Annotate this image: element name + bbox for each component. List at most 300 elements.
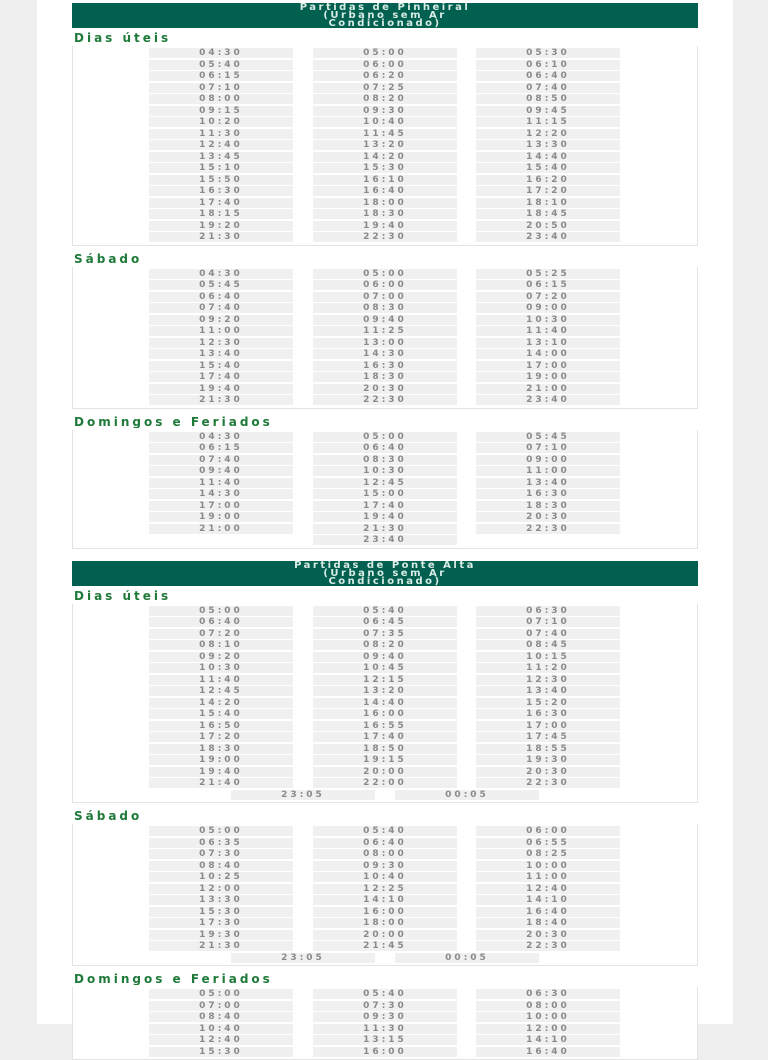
- departure-time: 22:30: [476, 778, 620, 788]
- schedule-row: [73, 152, 699, 163]
- departure-time: 16:00: [313, 1047, 457, 1057]
- departure-time: 09:45: [476, 106, 620, 116]
- departure-time: 18:50: [313, 744, 457, 754]
- departure-time: 18:45: [476, 209, 620, 219]
- departure-time: 05:00: [149, 826, 293, 836]
- schedule-row: [73, 163, 699, 174]
- departure-time: 04:30: [149, 432, 293, 442]
- departure-time: 10:40: [149, 1024, 293, 1034]
- departure-time: 09:15: [149, 106, 293, 116]
- departure-time: 08:10: [149, 640, 293, 650]
- day-type-title: Dias úteis: [74, 32, 172, 44]
- departure-time: 09:30: [313, 1012, 457, 1022]
- departure-time: 18:55: [476, 744, 620, 754]
- departure-time: 05:00: [313, 48, 457, 58]
- departure-time: 18:30: [149, 744, 293, 754]
- departure-time: 16:40: [313, 186, 457, 196]
- schedule-row: [73, 872, 699, 883]
- departure-time: 05:00: [313, 432, 457, 442]
- departure-time: 19:40: [313, 221, 457, 231]
- departure-time: 14:20: [149, 698, 293, 708]
- departure-time: 09:20: [149, 315, 293, 325]
- departure-time: 18:10: [476, 198, 620, 208]
- banner-line: Condicionado): [328, 18, 442, 28]
- departure-time: 06:00: [313, 60, 457, 70]
- departure-time: 16:30: [313, 361, 457, 371]
- schedule-row: [73, 489, 699, 500]
- departure-time: 09:00: [476, 455, 620, 465]
- departure-time: 07:30: [313, 1001, 457, 1011]
- departure-time: 07:40: [476, 629, 620, 639]
- departure-time: 00:05: [395, 790, 539, 800]
- departure-time: 10:30: [149, 663, 293, 673]
- departure-time: 21:45: [313, 941, 457, 951]
- schedule-row: [73, 455, 699, 466]
- departure-time: 08:30: [313, 303, 457, 313]
- schedule-row: [73, 838, 699, 849]
- departure-time: 13:15: [313, 1035, 457, 1045]
- departure-time: 22:30: [313, 395, 457, 405]
- departure-time: 08:45: [476, 640, 620, 650]
- departure-time: 05:40: [313, 989, 457, 999]
- departure-time: 05:40: [149, 60, 293, 70]
- departure-time: 19:40: [313, 512, 457, 522]
- schedule-row: [73, 395, 699, 406]
- schedule-row: [73, 721, 699, 732]
- departure-time: 23:05: [231, 953, 375, 963]
- departure-time: 18:30: [476, 501, 620, 511]
- schedule-row: [73, 778, 699, 789]
- departure-time: 05:00: [313, 269, 457, 279]
- schedule-row: [73, 884, 699, 895]
- departure-time: 06:15: [476, 280, 620, 290]
- departure-time: 14:10: [476, 895, 620, 905]
- schedule-row: [73, 1047, 699, 1058]
- departure-time: 19:00: [476, 372, 620, 382]
- schedule-row: [73, 709, 699, 720]
- departure-time: 14:40: [313, 698, 457, 708]
- schedule-table: [72, 46, 698, 246]
- banner-line: (Urbano sem Ar: [323, 10, 447, 21]
- schedule-row: [73, 512, 699, 523]
- departure-time: 14:10: [476, 1035, 620, 1045]
- schedule-row: [73, 941, 699, 952]
- departure-time: 15:00: [313, 489, 457, 499]
- departure-time: 16:00: [313, 907, 457, 917]
- schedule-row: [73, 478, 699, 489]
- departure-time: 13:20: [313, 686, 457, 696]
- departure-time: 08:40: [149, 1012, 293, 1022]
- departure-time: 12:15: [313, 675, 457, 685]
- departure-time: 06:40: [149, 617, 293, 627]
- departure-time: 10:30: [476, 315, 620, 325]
- schedule-row: [73, 617, 699, 628]
- departure-time: 11:20: [476, 663, 620, 673]
- schedule-row: [73, 1035, 699, 1046]
- departure-time: 17:20: [476, 186, 620, 196]
- departure-time: 14:00: [476, 349, 620, 359]
- schedule-row: [73, 629, 699, 640]
- departure-time: 04:30: [149, 269, 293, 279]
- departure-time: 06:35: [149, 838, 293, 848]
- departure-time: 07:40: [149, 303, 293, 313]
- departure-time: 17:20: [149, 732, 293, 742]
- departure-time: 08:25: [476, 849, 620, 859]
- departure-time: 19:40: [149, 767, 293, 777]
- schedule-row: [73, 175, 699, 186]
- departure-time: 17:00: [149, 501, 293, 511]
- departure-time: 13:45: [149, 152, 293, 162]
- departure-time: 22:30: [313, 232, 457, 242]
- schedule-row: [73, 907, 699, 918]
- schedule-row: [73, 732, 699, 743]
- departure-time: 11:30: [149, 129, 293, 139]
- departure-time: 12:45: [313, 478, 457, 488]
- departure-time: 11:25: [313, 326, 457, 336]
- departure-time: 17:00: [476, 721, 620, 731]
- schedule-row: [73, 652, 699, 663]
- departure-time: 16:30: [149, 186, 293, 196]
- schedule-row: [73, 466, 699, 477]
- departure-time: 17:00: [476, 361, 620, 371]
- departure-time: 15:20: [476, 698, 620, 708]
- departure-time: 23:40: [476, 395, 620, 405]
- departure-time: 05:00: [149, 989, 293, 999]
- departure-time: 17:40: [149, 372, 293, 382]
- departure-time: 12:30: [149, 338, 293, 348]
- schedule-row: [73, 221, 699, 232]
- departure-time: 05:00: [149, 606, 293, 616]
- schedule-row: [73, 140, 699, 151]
- schedule-row: [73, 861, 699, 872]
- schedule-row: [73, 129, 699, 140]
- departure-time: 15:10: [149, 163, 293, 173]
- departure-time: 21:30: [149, 395, 293, 405]
- departure-time: 15:30: [313, 163, 457, 173]
- departure-time: 18:00: [313, 918, 457, 928]
- departure-time: 13:00: [313, 338, 457, 348]
- departure-time: 11:00: [476, 872, 620, 882]
- departure-time: 22:30: [476, 524, 620, 534]
- departure-time: 16:30: [476, 489, 620, 499]
- departure-time: 20:30: [313, 384, 457, 394]
- departure-time: 07:00: [313, 292, 457, 302]
- departure-time: 13:30: [149, 895, 293, 905]
- departure-time: 20:00: [313, 767, 457, 777]
- departure-time: 06:10: [476, 60, 620, 70]
- departure-time: 17:40: [149, 198, 293, 208]
- schedule-row: [73, 71, 699, 82]
- departure-time: 08:00: [476, 1001, 620, 1011]
- departure-time: 08:40: [149, 861, 293, 871]
- departure-time: 10:25: [149, 872, 293, 882]
- departure-time: 06:00: [476, 826, 620, 836]
- departure-time: 21:00: [476, 384, 620, 394]
- departure-time: 12:30: [476, 675, 620, 685]
- departure-time: 06:45: [313, 617, 457, 627]
- departure-time: 08:00: [149, 94, 293, 104]
- schedule-row: [73, 744, 699, 755]
- page: [37, 0, 733, 1057]
- departure-time: 06:20: [313, 71, 457, 81]
- departure-time: 09:40: [149, 466, 293, 476]
- departure-time: 16:10: [313, 175, 457, 185]
- departure-time: 13:40: [476, 478, 620, 488]
- departure-time: 07:20: [476, 292, 620, 302]
- departure-time: 13:10: [476, 338, 620, 348]
- departure-time: 16:50: [149, 721, 293, 731]
- schedule-row: [73, 930, 699, 941]
- departure-time: 00:05: [395, 953, 539, 963]
- schedule-row: [73, 535, 699, 546]
- schedule-row: [73, 384, 699, 395]
- schedule-row: [73, 83, 699, 94]
- departure-time: 14:40: [476, 152, 620, 162]
- departure-time: 07:10: [149, 83, 293, 93]
- departure-time: 16:40: [476, 1047, 620, 1057]
- departure-time: 13:40: [476, 686, 620, 696]
- departure-time: 11:45: [313, 129, 457, 139]
- departure-time: 10:40: [313, 117, 457, 127]
- departure-time: 17:40: [313, 501, 457, 511]
- schedule-row: [73, 1024, 699, 1035]
- departure-time: 15:30: [149, 1047, 293, 1057]
- departure-time: 07:00: [149, 1001, 293, 1011]
- departure-time: 23:40: [313, 535, 457, 545]
- departure-time: 14:10: [313, 895, 457, 905]
- schedule-row: [73, 755, 699, 766]
- schedule-row: [73, 48, 699, 59]
- departure-time: 04:30: [149, 48, 293, 58]
- schedule-row-extra: [73, 953, 699, 964]
- departure-time: 10:40: [313, 872, 457, 882]
- departure-time: 05:45: [149, 280, 293, 290]
- departure-time: 21:30: [149, 232, 293, 242]
- departure-time: 10:45: [313, 663, 457, 673]
- departure-time: 18:15: [149, 209, 293, 219]
- departure-time: 15:50: [149, 175, 293, 185]
- departure-time: 19:00: [149, 755, 293, 765]
- departure-time: 19:00: [149, 512, 293, 522]
- schedule-row: [73, 94, 699, 105]
- departure-time: 09:30: [313, 861, 457, 871]
- departure-time: 09:40: [313, 315, 457, 325]
- departure-time: 12:25: [313, 884, 457, 894]
- schedule-row: [73, 524, 699, 535]
- departure-time: 15:30: [149, 907, 293, 917]
- departure-time: 06:40: [149, 292, 293, 302]
- departure-time: 06:40: [313, 838, 457, 848]
- departure-time: 23:05: [231, 790, 375, 800]
- schedule-row: [73, 292, 699, 303]
- schedule-row: [73, 117, 699, 128]
- departure-time: 14:20: [313, 152, 457, 162]
- departure-time: 06:40: [313, 443, 457, 453]
- departure-time: 12:00: [476, 1024, 620, 1034]
- departure-time: 09:30: [313, 106, 457, 116]
- day-type-title: Domingos e Feriados: [74, 973, 273, 985]
- departure-time: 14:30: [313, 349, 457, 359]
- departure-time: 07:30: [149, 849, 293, 859]
- departure-time: 16:20: [476, 175, 620, 185]
- departure-time: 09:00: [476, 303, 620, 313]
- departure-time: 19:40: [149, 384, 293, 394]
- departure-time: 12:40: [149, 1035, 293, 1045]
- schedule-row-extra: [73, 790, 699, 801]
- departure-time: 07:25: [313, 83, 457, 93]
- departure-time: 11:15: [476, 117, 620, 127]
- departure-time: 09:20: [149, 652, 293, 662]
- departure-time: 16:30: [476, 709, 620, 719]
- departure-time: 19:30: [149, 930, 293, 940]
- departure-time: 17:45: [476, 732, 620, 742]
- schedule-row: [73, 698, 699, 709]
- schedule-row: [73, 372, 699, 383]
- schedule-table: [72, 430, 698, 549]
- schedule-row: [73, 606, 699, 617]
- banner-line: Partidas de Pinheiral: [299, 3, 471, 13]
- departure-time: 09:40: [313, 652, 457, 662]
- departure-time: 15:40: [149, 709, 293, 719]
- departure-time: 21:00: [149, 524, 293, 534]
- schedule-row: [73, 675, 699, 686]
- departure-time: 06:30: [476, 606, 620, 616]
- departure-time: 20:30: [476, 767, 620, 777]
- schedule-row: [73, 106, 699, 117]
- departure-time: 13:40: [149, 349, 293, 359]
- day-type-title: Domingos e Feriados: [74, 415, 273, 428]
- schedule-row: [73, 338, 699, 349]
- departure-banner: [72, 561, 698, 586]
- schedule-row: [73, 640, 699, 651]
- departure-time: 21:30: [313, 524, 457, 534]
- departure-time: 21:40: [149, 778, 293, 788]
- departure-time: 05:40: [313, 826, 457, 836]
- departure-time: 10:20: [149, 117, 293, 127]
- schedule-row: [73, 443, 699, 454]
- schedule-row: [73, 501, 699, 512]
- schedule-table: [72, 824, 698, 966]
- schedule-row: [73, 280, 699, 291]
- departure-time: 22:30: [476, 941, 620, 951]
- schedule-row: [73, 269, 699, 280]
- schedule-row: [73, 349, 699, 360]
- departure-time: 07:20: [149, 629, 293, 639]
- departure-time: 16:40: [476, 907, 620, 917]
- departure-time: 12:00: [149, 884, 293, 894]
- departure-time: 06:40: [476, 71, 620, 81]
- schedule-row: [73, 326, 699, 337]
- schedule-row: [73, 198, 699, 209]
- departure-time: 06:30: [476, 989, 620, 999]
- schedule-row: [73, 1012, 699, 1023]
- schedule-table: [72, 604, 698, 804]
- banner-line: (Urbano sem Ar: [323, 567, 447, 579]
- departure-time: 06:15: [149, 443, 293, 453]
- schedule-row: [73, 895, 699, 906]
- schedule-row: [73, 432, 699, 443]
- departure-time: 12:45: [149, 686, 293, 696]
- departure-time: 16:00: [313, 709, 457, 719]
- departure-time: 08:30: [313, 455, 457, 465]
- departure-time: 14:30: [149, 489, 293, 499]
- departure-time: 20:30: [476, 512, 620, 522]
- schedule-row: [73, 315, 699, 326]
- departure-time: 06:15: [149, 71, 293, 81]
- departure-time: 13:30: [476, 140, 620, 150]
- schedule-row: [73, 209, 699, 220]
- departure-time: 05:25: [476, 269, 620, 279]
- departure-time: 12:40: [149, 140, 293, 150]
- departure-time: 12:40: [476, 884, 620, 894]
- departure-time: 07:10: [476, 617, 620, 627]
- departure-time: 05:45: [476, 432, 620, 442]
- schedule-table: [72, 267, 698, 409]
- departure-time: 07:40: [149, 455, 293, 465]
- schedule-row: [73, 186, 699, 197]
- departure-time: 06:00: [313, 280, 457, 290]
- schedule-row: [73, 989, 699, 1000]
- banner-line: Condicionado): [328, 575, 442, 586]
- departure-time: 11:00: [149, 326, 293, 336]
- departure-time: 18:30: [313, 209, 457, 219]
- departure-time: 21:30: [149, 941, 293, 951]
- departure-time: 11:30: [313, 1024, 457, 1034]
- departure-time: 17:30: [149, 918, 293, 928]
- departure-time: 13:20: [313, 140, 457, 150]
- departure-time: 15:40: [149, 361, 293, 371]
- schedule-row: [73, 232, 699, 243]
- departure-time: 07:35: [313, 629, 457, 639]
- schedule-row: [73, 303, 699, 314]
- departure-time: 10:30: [313, 466, 457, 476]
- departure-time: 05:30: [476, 48, 620, 58]
- schedule-row: [73, 918, 699, 929]
- departure-time: 22:00: [313, 778, 457, 788]
- departure-time: 19:20: [149, 221, 293, 231]
- departure-time: 23:40: [476, 232, 620, 242]
- departure-time: 16:55: [313, 721, 457, 731]
- departure-time: 10:00: [476, 1012, 620, 1022]
- schedule-row: [73, 686, 699, 697]
- departure-time: 05:40: [313, 606, 457, 616]
- departure-time: 19:30: [476, 755, 620, 765]
- day-type-title: Sábado: [74, 252, 143, 265]
- departure-time: 08:20: [313, 94, 457, 104]
- schedule-row: [73, 826, 699, 837]
- day-type-title: Sábado: [74, 810, 143, 822]
- departure-time: 08:20: [313, 640, 457, 650]
- departure-time: 18:40: [476, 918, 620, 928]
- departure-time: 18:00: [313, 198, 457, 208]
- day-type-title: Dias úteis: [74, 589, 172, 602]
- departure-time: 19:15: [313, 755, 457, 765]
- departure-time: 07:40: [476, 83, 620, 93]
- departure-time: 07:10: [476, 443, 620, 453]
- departure-banner: [72, 3, 698, 28]
- departure-time: 11:40: [149, 478, 293, 488]
- departure-time: 15:40: [476, 163, 620, 173]
- departure-time: 11:00: [476, 466, 620, 476]
- schedule-row: [73, 849, 699, 860]
- schedule-row: [73, 663, 699, 674]
- departure-time: 11:40: [149, 675, 293, 685]
- schedule-row: [73, 1001, 699, 1012]
- departure-time: 08:00: [313, 849, 457, 859]
- schedule-row: [73, 767, 699, 778]
- departure-time: 18:30: [313, 372, 457, 382]
- departure-time: 12:20: [476, 129, 620, 139]
